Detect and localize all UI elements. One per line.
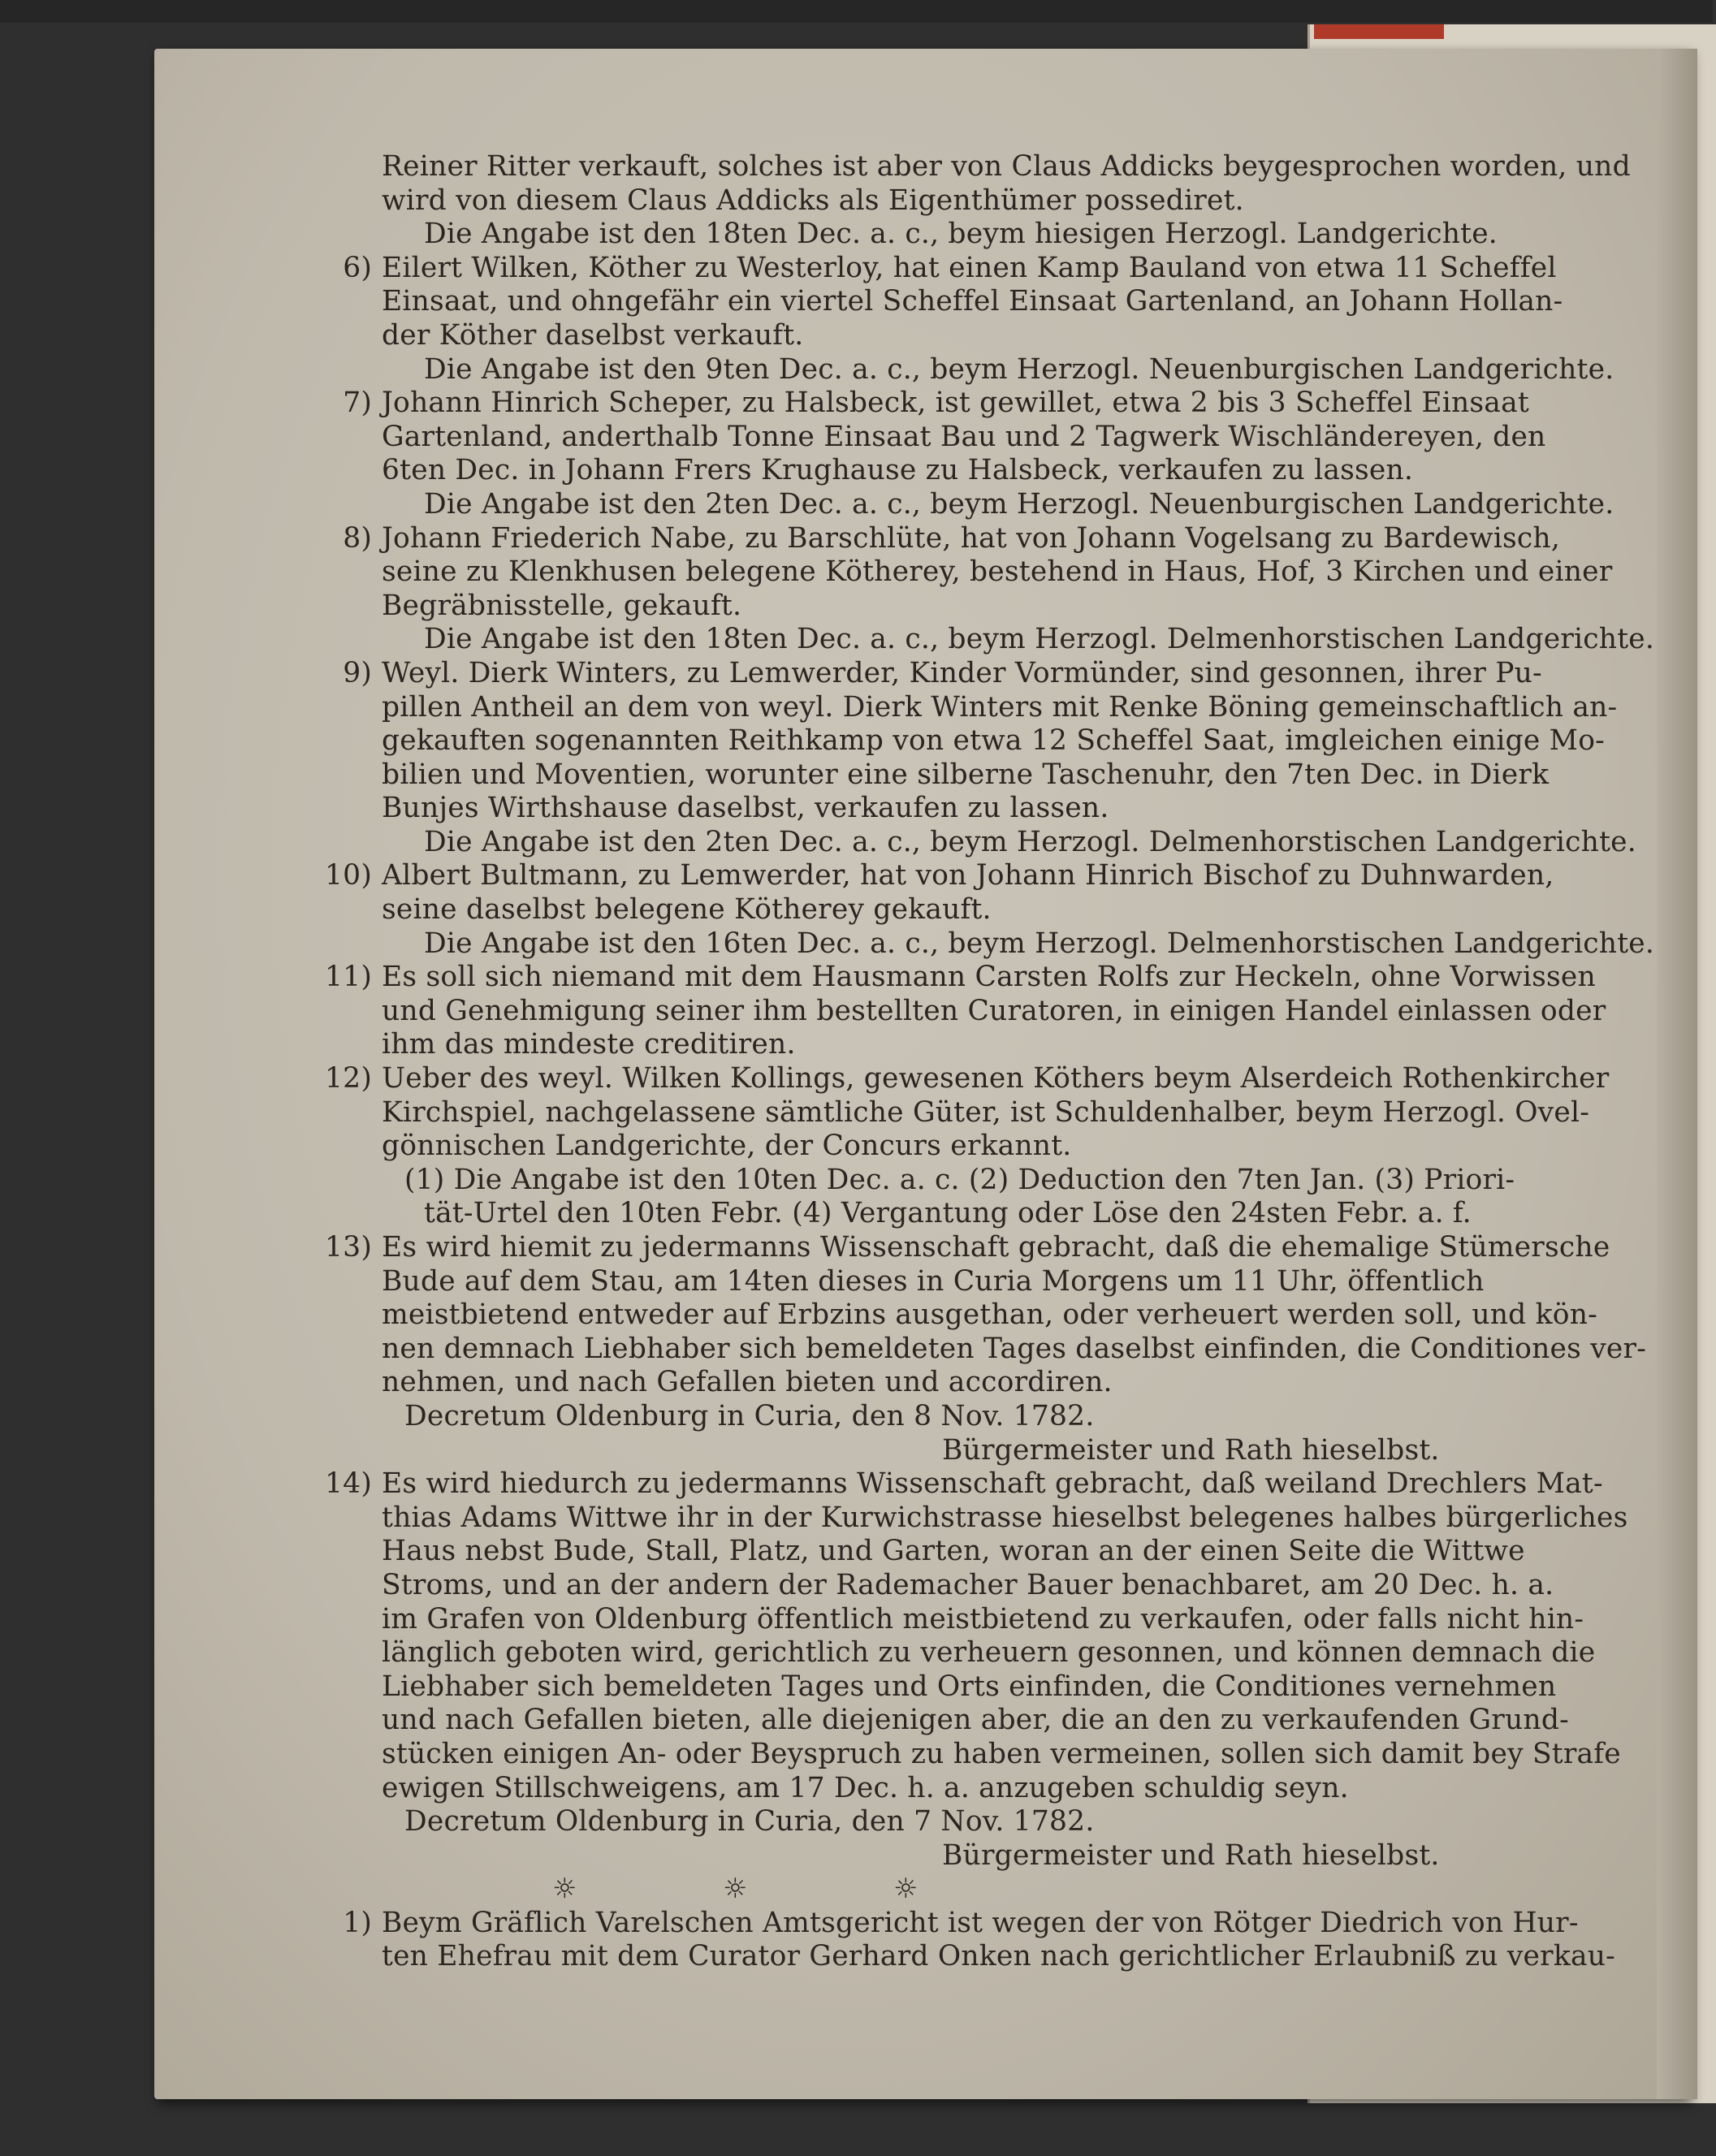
text-line xyxy=(382,1265,1600,1299)
divider-ornament-icon: ☼ xyxy=(552,1873,577,1906)
line-text: der Köther daselbst verkauft. xyxy=(382,318,804,352)
text-line xyxy=(382,184,1600,218)
text-line xyxy=(382,792,1600,826)
text-line xyxy=(382,454,1600,488)
line-text: Begräbnisstelle, gekauft. xyxy=(382,589,742,622)
line-text: Eilert Wilken, Köther zu Westerloy, hat einen Kamp Bauland von etwa 11 Scheffel xyxy=(382,251,1557,284)
text-line xyxy=(325,1467,1603,1501)
line-text: meistbietend entweder auf Erbzins ausgethan, oder verheuert werden soll, und kön- xyxy=(382,1298,1597,1332)
text-line xyxy=(343,521,1600,556)
text-line xyxy=(382,421,1600,455)
text-line xyxy=(382,590,1600,624)
text-line xyxy=(382,218,1600,252)
scanner-top-strip xyxy=(0,0,1713,23)
entry-number: 9) xyxy=(343,656,372,689)
line-text: (1) Die Angabe ist den 10ten Dec. a. c. (2) Deduction den 7ten Jan. (3) Priori- xyxy=(404,1163,1515,1196)
page-edge-shadow xyxy=(1657,49,1697,2099)
line-text: ten Ehefrau mit dem Curator Gerhard Onken nach gerichtlicher Erlaubniß zu verkau- xyxy=(382,1940,1616,1973)
text-line xyxy=(382,1603,1600,1637)
text-line xyxy=(382,1636,1600,1670)
line-text: nen demnach Liebhaber sich bemeldeten Tages daselbst einfinden, die Conditiones ver- xyxy=(382,1332,1647,1365)
text-line xyxy=(343,387,1600,421)
text-line xyxy=(382,1164,1600,1198)
line-text: Gartenland, anderthalb Tonne Einsaat Bau und 2 Tagwerk Wischländereyen, den xyxy=(382,420,1546,453)
line-text: Es soll sich niemand mit dem Hausmann Carsten Rolfs zur Heckeln, ohne Vorwissen xyxy=(382,961,1596,994)
line-text: 6ten Dec. in Johann Frers Krughause zu Halsbeck, verkaufen zu lassen. xyxy=(382,454,1414,487)
line-text: Kirchspiel, nachgelassene sämtliche Güter, ist Schuldenhalber, beym Herzogl. Ovel- xyxy=(382,1095,1590,1129)
entry-number: 12) xyxy=(325,1062,372,1095)
line-text: Bude auf dem Stau, am 14ten dieses in Curia Morgens um 11 Uhr, öffentlich xyxy=(382,1264,1485,1298)
line-text: Albert Bultmann, zu Lemwerder, hat von Johann Hinrich Bischof zu Duhnwarden, xyxy=(382,859,1554,892)
line-text: Einsaat, und ohngefähr ein viertel Scheffel Einsaat Gartenland, an Johann Hollan- xyxy=(382,285,1563,318)
text-line xyxy=(325,1231,1610,1265)
text-line xyxy=(382,1839,1600,1873)
entry-number: 1) xyxy=(343,1906,372,1939)
divider-ornament-icon: ☼ xyxy=(893,1873,919,1906)
entry-number: 13) xyxy=(325,1231,372,1264)
line-text: Weyl. Dierk Winters, zu Lemwerder, Kinder Vormünder, sind gesonnen, ihrer Pu- xyxy=(382,656,1542,689)
text-line xyxy=(382,1332,1647,1367)
text-line xyxy=(325,859,1600,893)
text-line xyxy=(382,319,1600,353)
line-text: wird von diesem Claus Addicks als Eigenthümer possediret. xyxy=(382,184,1244,217)
text-line xyxy=(382,1535,1600,1569)
text-line xyxy=(382,1940,1616,1974)
line-text: Die Angabe ist den 16ten Dec. a. c., beym Herzogl. Delmenhorstischen Landgerichte. xyxy=(424,927,1655,960)
line-text: ewigen Stillschweigens, am 17 Dec. h. a. anzugeben schuldig seyn. xyxy=(382,1771,1349,1804)
line-text: Ueber des weyl. Wilken Kollings, gewesenen Köthers beym Alserdeich Rothenkircher xyxy=(382,1062,1610,1095)
text-line xyxy=(382,1569,1600,1603)
line-text: Die Angabe ist den 18ten Dec. a. c., beym hiesigen Herzogl. Landgerichte. xyxy=(424,218,1498,251)
text-line xyxy=(382,1670,1600,1704)
text-line xyxy=(382,1400,1600,1434)
text-line xyxy=(382,555,1613,590)
line-text: Bunjes Wirthshause daselbst, verkaufen zu lassen. xyxy=(382,792,1109,825)
text-line xyxy=(382,1434,1600,1468)
line-text: Es wird hiemit zu jedermanns Wissenschaft gebracht, daß die ehemalige Stümersche xyxy=(382,1231,1610,1264)
line-text: Es wird hiedurch zu jedermanns Wissenschaft gebracht, daß weiland Drechlers Mat- xyxy=(382,1467,1603,1501)
line-text: tät-Urtel den 10ten Febr. (4) Vergantung oder Löse den 24sten Febr. a. f. xyxy=(424,1197,1472,1230)
text-line xyxy=(382,893,1600,927)
line-text: stücken einigen An- oder Beyspruch zu haben vermeinen, sollen sich damit bey Strafe xyxy=(382,1737,1621,1770)
red-bookmark-tab xyxy=(1314,24,1444,39)
entry-number: 14) xyxy=(325,1467,372,1501)
line-text: Die Angabe ist den 2ten Dec. a. c., beym Herzogl. Delmenhorstischen Landgerichte. xyxy=(424,825,1636,858)
divider-ornament-icon: ☼ xyxy=(723,1873,748,1906)
line-text: Stroms, und an der andern der Rademacher Bauer benachbaret, am 20 Dec. h. a. xyxy=(382,1568,1554,1601)
text-line xyxy=(382,623,1655,657)
line-text: bilien und Moventien, worunter eine silberne Taschenuhr, den 7ten Dec. in Dierk xyxy=(382,758,1550,791)
text-line xyxy=(382,825,1636,860)
text-line xyxy=(382,1197,1600,1231)
entry-number: 6) xyxy=(343,251,372,284)
line-text: und nach Gefallen bieten, alle diejenigen aber, die an den zu verkaufenden Grund- xyxy=(382,1704,1569,1737)
line-text: Reiner Ritter verkauft, solches ist aber von Claus Addicks beygesprochen worden, und xyxy=(382,150,1631,183)
line-text: ihm das mindeste creditiren. xyxy=(382,1028,796,1061)
section-divider xyxy=(382,1873,1600,1907)
entry-number: 8) xyxy=(343,521,372,555)
line-text: seine zu Klenkhusen belegene Kötherey, bestehend in Haus, Hof, 3 Kirchen und einer xyxy=(382,555,1613,589)
text-line xyxy=(382,487,1614,522)
text-line xyxy=(382,927,1655,961)
text-line xyxy=(382,1096,1600,1130)
text-line xyxy=(343,1906,1600,1941)
page-text-body xyxy=(325,150,1655,1974)
text-line xyxy=(382,1298,1600,1333)
text-line xyxy=(382,994,1606,1029)
line-text: Decretum Oldenburg in Curia, den 8 Nov. 1782. xyxy=(404,1399,1095,1432)
line-text: Die Angabe ist den 2ten Dec. a. c., beym Herzogl. Neuenburgischen Landgerichte. xyxy=(424,487,1614,521)
text-line xyxy=(325,961,1600,995)
line-text: seine daselbst belegene Kötherey gekauft. xyxy=(382,893,992,927)
line-text: gönnischen Landgerichte, der Concurs erkannt. xyxy=(382,1130,1072,1163)
line-text: länglich geboten wird, gerichtlich zu verheuern gesonnen, und können demnach die xyxy=(382,1636,1596,1670)
line-text: Decretum Oldenburg in Curia, den 7 Nov. 1782. xyxy=(404,1805,1095,1838)
text-line xyxy=(382,758,1600,793)
line-text: Die Angabe ist den 18ten Dec. a. c., beym Herzogl. Delmenhorstischen Landgerichte. xyxy=(424,623,1655,656)
entry-number: 7) xyxy=(343,387,372,420)
line-text: thias Adams Wittwe ihr in der Kurwichstrasse hieselbst belegenes halbes bürgerliches xyxy=(382,1501,1628,1534)
line-text: Liebhaber sich bemeldeten Tages und Orts einfinden, die Conditiones vernehmen xyxy=(382,1670,1557,1703)
text-line xyxy=(382,1028,1600,1062)
text-line xyxy=(382,1805,1600,1839)
line-text: Bürgermeister und Rath hieselbst. xyxy=(942,1838,1440,1872)
entry-number: 10) xyxy=(325,859,372,892)
line-text: Bürgermeister und Rath hieselbst. xyxy=(942,1433,1440,1467)
text-line xyxy=(382,1772,1600,1806)
text-line xyxy=(382,1130,1600,1164)
text-line xyxy=(382,1366,1600,1400)
text-line xyxy=(382,1737,1621,1772)
line-text: im Grafen von Oldenburg öffentlich meistbietend zu verkaufen, oder falls nicht hin- xyxy=(382,1602,1584,1635)
text-line xyxy=(382,690,1618,725)
text-line xyxy=(382,1704,1600,1738)
text-line xyxy=(382,150,1631,184)
line-text: Haus nebst Bude, Stall, Platz, und Garten, woran an der einen Seite die Wittwe xyxy=(382,1535,1525,1568)
text-line xyxy=(382,285,1600,319)
line-text: nehmen, und nach Gefallen bieten und accordiren. xyxy=(382,1366,1113,1399)
text-line xyxy=(325,1062,1610,1096)
text-line xyxy=(382,352,1614,387)
line-text: Beym Gräflich Varelschen Amtsgericht ist wegen der von Rötger Diedrich von Hur- xyxy=(382,1906,1579,1939)
line-text: gekauften sogenannten Reithkamp von etwa 12 Scheffel Saat, imgleichen einige Mo- xyxy=(382,724,1606,758)
text-line xyxy=(382,724,1606,758)
text-line xyxy=(343,251,1600,286)
line-text: pillen Antheil an dem von weyl. Dierk Winters mit Renke Böning gemeinschaftlich an- xyxy=(382,690,1618,724)
line-text: Die Angabe ist den 9ten Dec. a. c., beym Herzogl. Neuenburgischen Landgerichte. xyxy=(424,352,1614,386)
line-text: und Genehmigung seiner ihm bestellten Curatoren, in einigen Handel einlassen oder xyxy=(382,994,1606,1027)
text-line xyxy=(343,656,1600,691)
line-text: Johann Friederich Nabe, zu Barschlüte, hat von Johann Vogelsang zu Bardewisch, xyxy=(382,521,1561,555)
text-line xyxy=(382,1501,1628,1536)
entry-number: 11) xyxy=(325,961,372,994)
line-text: Johann Hinrich Scheper, zu Halsbeck, ist gewillet, etwa 2 bis 3 Scheffel Einsaat xyxy=(382,387,1529,420)
